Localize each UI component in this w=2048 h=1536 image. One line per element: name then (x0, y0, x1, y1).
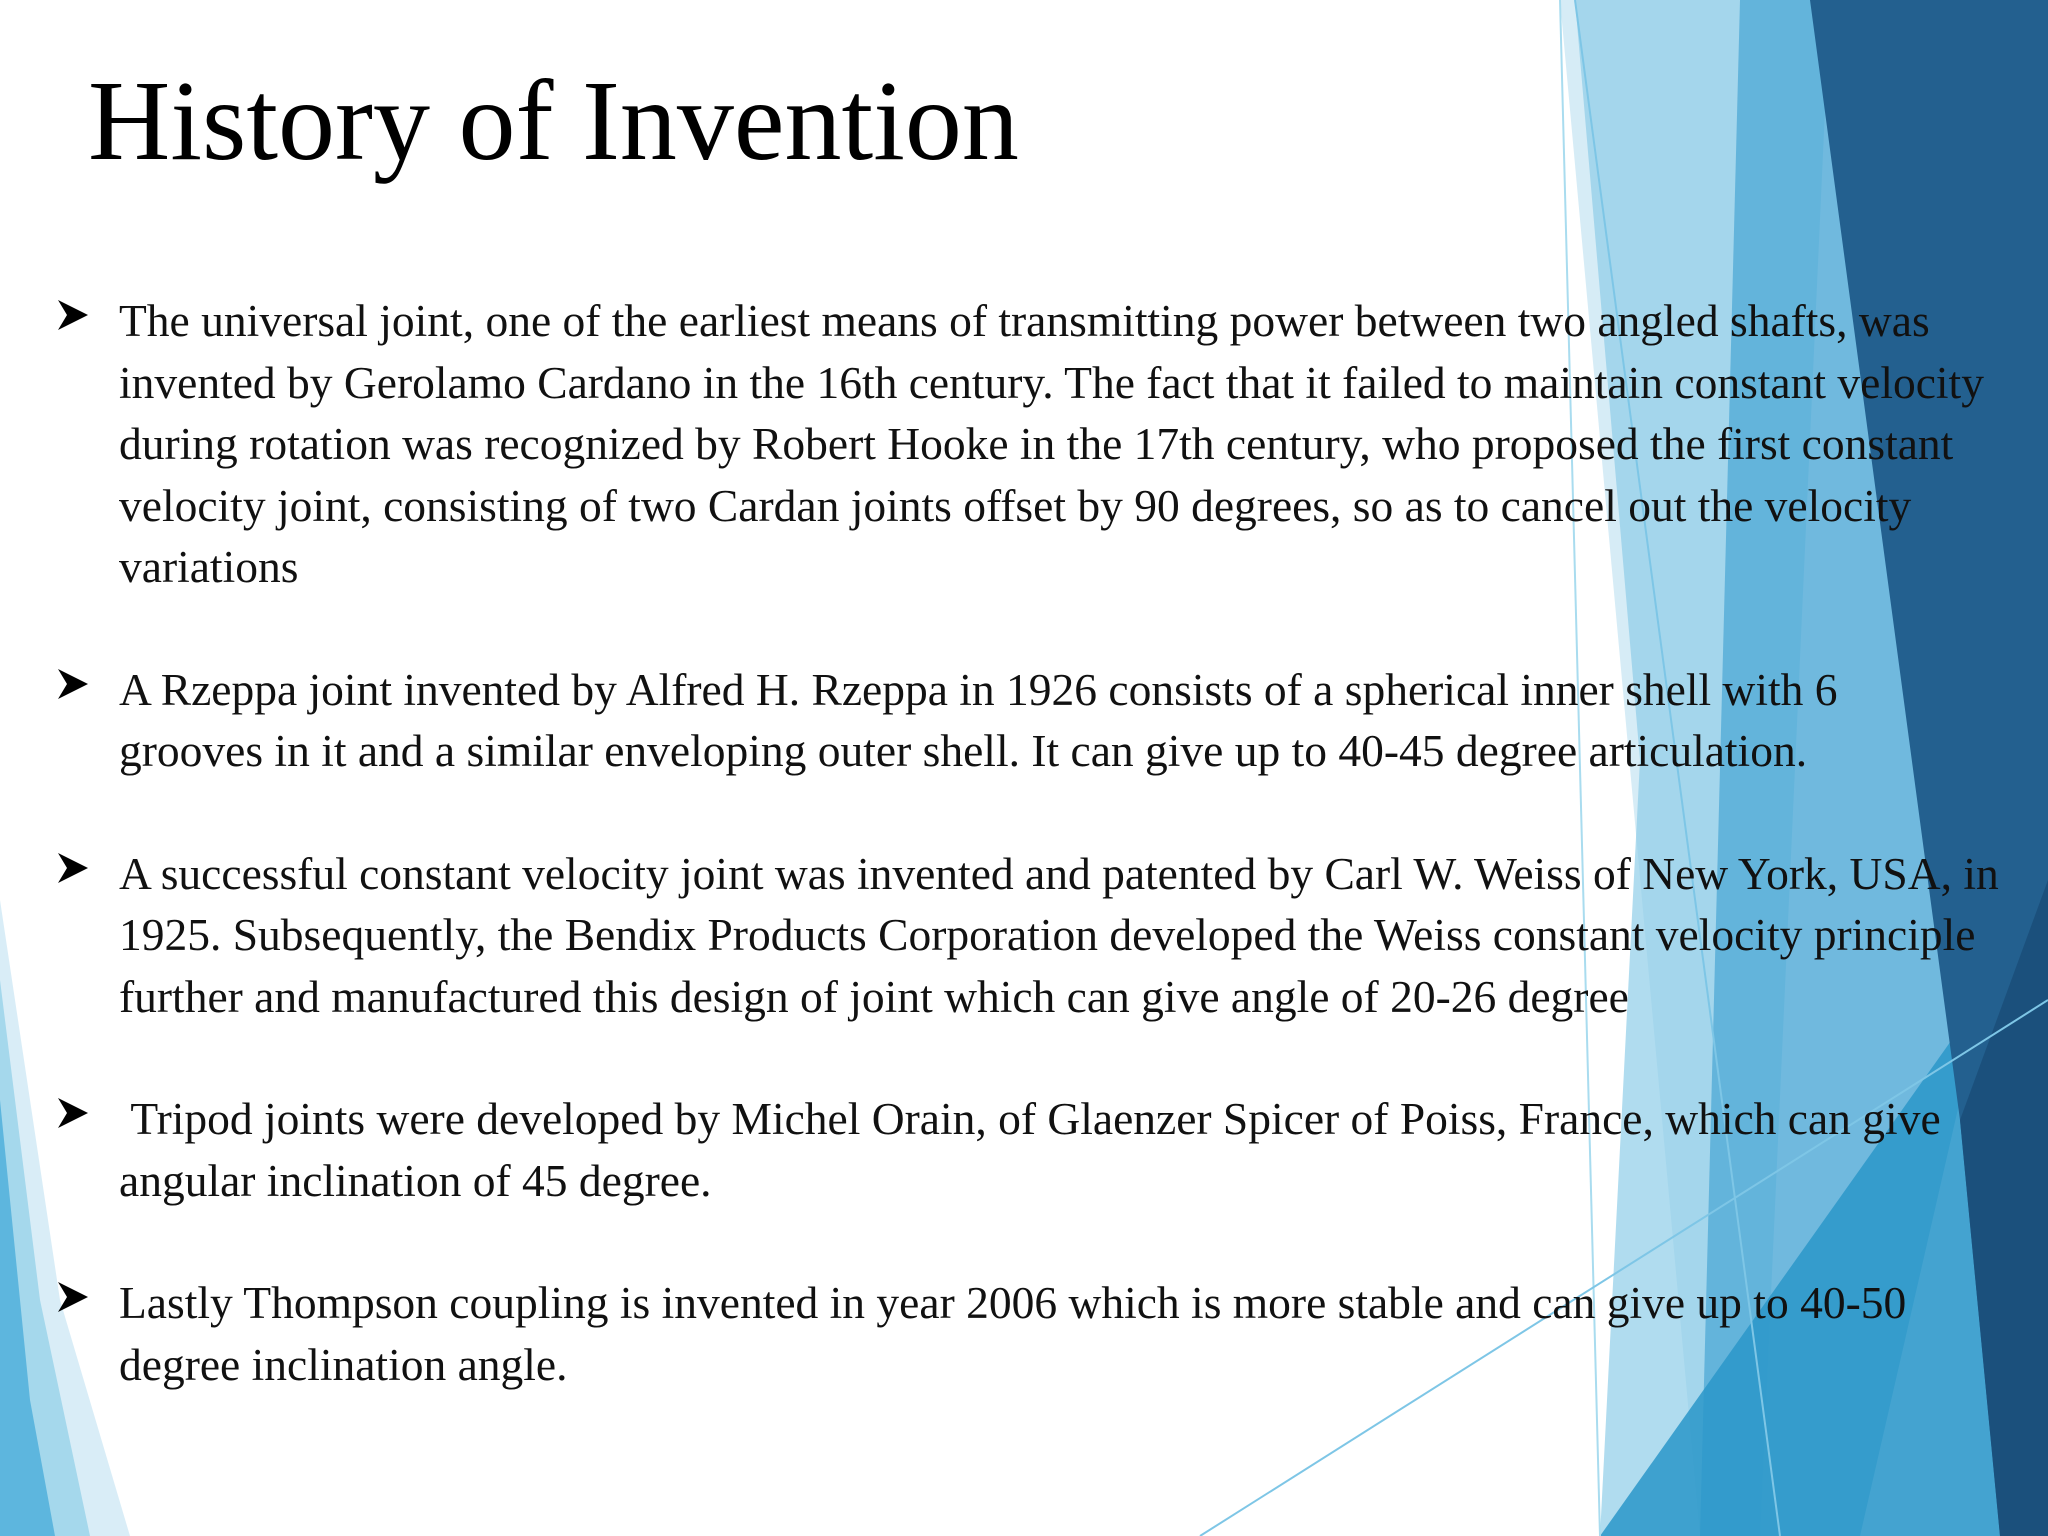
arrowhead-bullet-icon (56, 1280, 90, 1314)
bullet-item-universal-joint (56, 290, 1987, 598)
arrowhead-bullet-icon (56, 851, 90, 885)
bullet-text: The universal joint, one of the earliest means of transmitting power between two angled shafts, was invented by Gerolamo Cardano in the 16th century. The fact that it failed to maintain constant velocity during rotation was recognized by Robert Hooke in the 17th century, who proposed the first constant velocity joint, consisting of two Cardan joints offset by 90 degrees, so as to cancel out the velocity variations (119, 295, 1984, 592)
slide-title: History of Invention (88, 57, 1019, 184)
bullet-item-rzeppa-joint (56, 659, 1987, 782)
bullet-item-weiss-joint (56, 843, 2027, 1028)
arrowhead-bullet-icon (56, 298, 90, 332)
bullet-text: Lastly Thompson coupling is invented in year 2006 which is more stable and can give up to 40-50 degree inclination angle. (119, 1277, 1907, 1390)
arrowhead-bullet-icon (56, 667, 90, 701)
bullet-text: A successful constant velocity joint was invented and patented by Carl W. Weiss of New York, USA, in 1925. Subsequently, the Bendix Products Corporation developed the Weiss constant velocity principle further and manufactured this design of joint which can give angle of 20-26 degree (119, 847, 1999, 1022)
bullet-text: Tripod joints were developed by Michel Orain, of Glaenzer Spicer of Poiss, France, which can give angular inclination of 45 degree. (119, 1093, 1953, 1206)
bullet-text: A Rzeppa joint invented by Alfred H. Rzeppa in 1926 consists of a spherical inner shell with 6 grooves in it and a similar enveloping outer shell. It can give up to 40-45 degree articulation. (119, 663, 1838, 776)
bullet-item-tripod-joint (56, 1088, 2048, 1211)
bullet-item-thompson-coupling (56, 1272, 2027, 1395)
arrowhead-bullet-icon (56, 1096, 90, 1130)
bullet-list (56, 290, 1999, 1395)
